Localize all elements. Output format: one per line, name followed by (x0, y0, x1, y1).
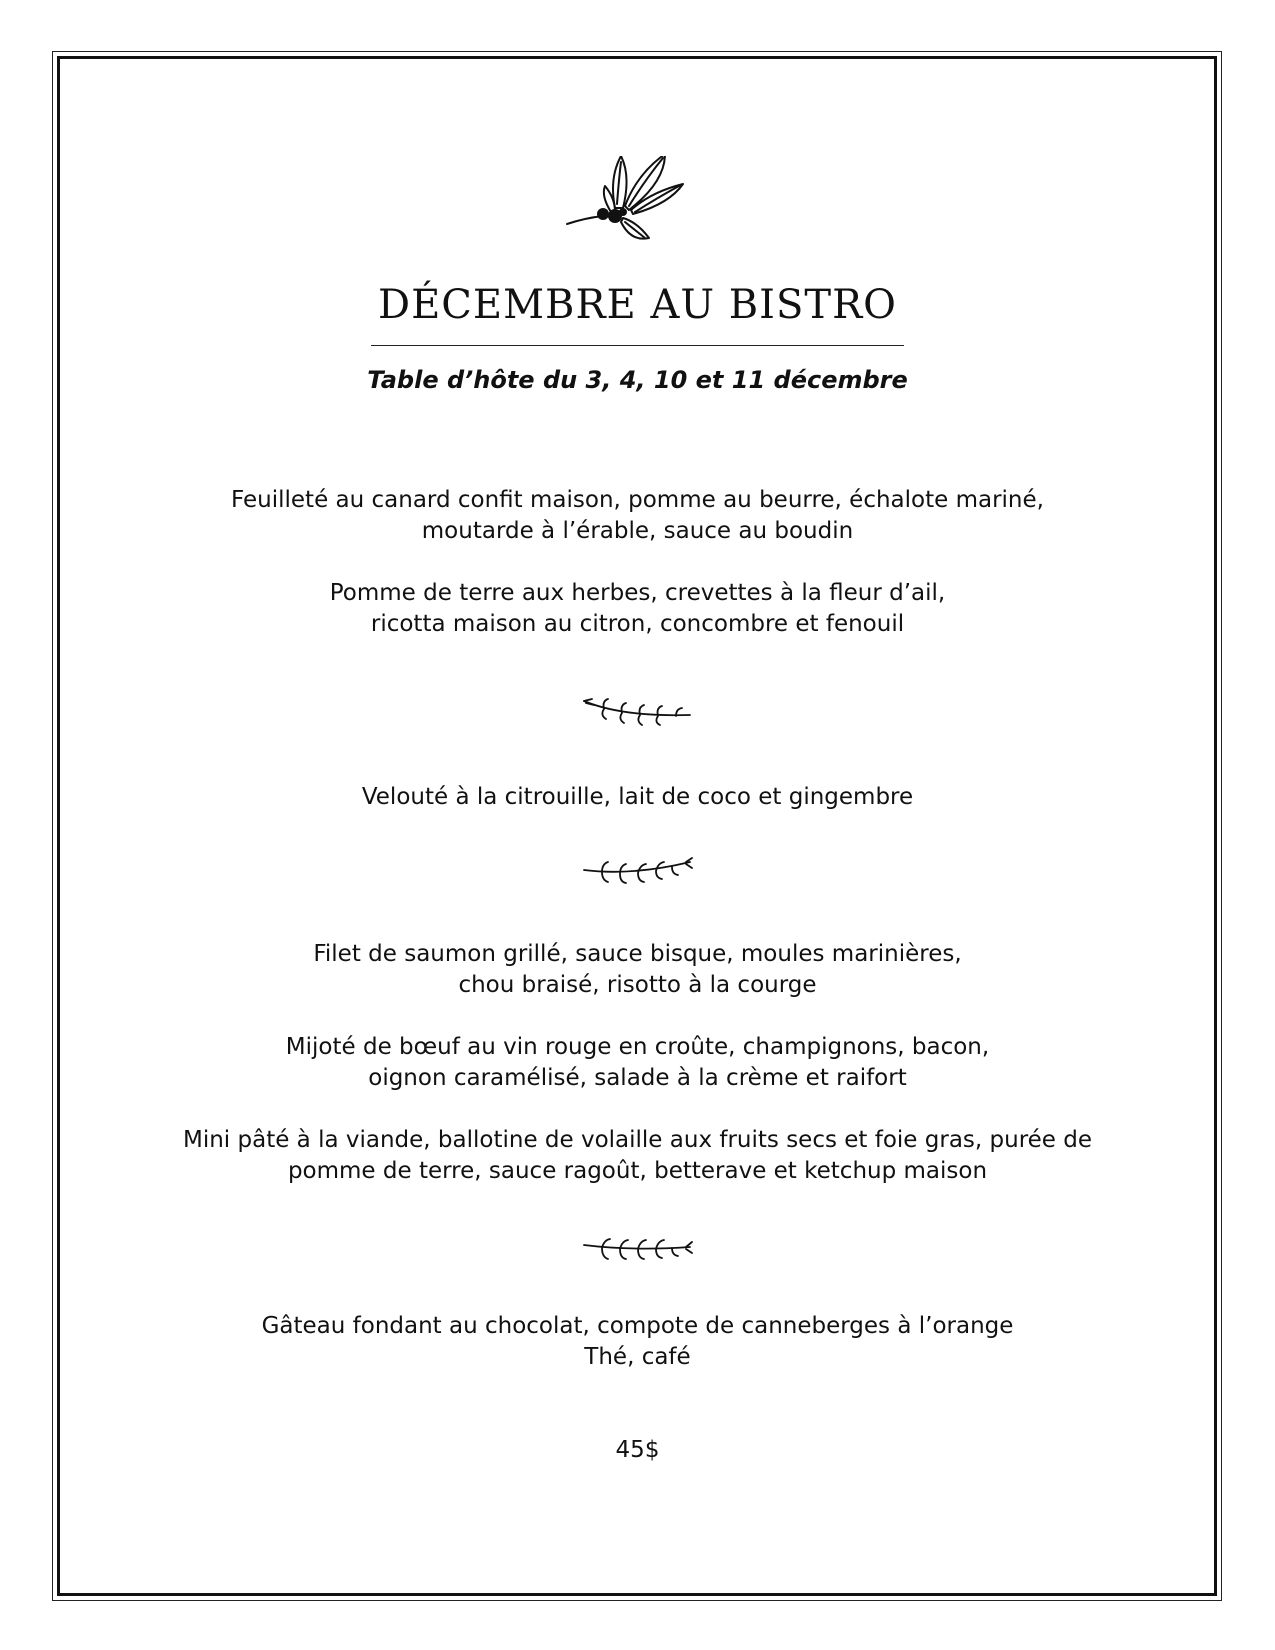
menu-item-main-3 (0, 1125, 1275, 1187)
menu-item-dessert (0, 1311, 1275, 1373)
laurel-branch-icon (582, 697, 694, 727)
menu-item-line: ricotta maison au citron, concombre et fenouil (370, 611, 905, 637)
menu-title: DÉCEMBRE AU BISTRO (378, 282, 897, 328)
menu-item-line: chou braisé, risotto à la courge (458, 972, 817, 998)
menu-item-main-1 (0, 939, 1275, 1001)
menu-item-line: moutarde à l’érable, sauce au boudin (421, 518, 854, 544)
laurel-branch-icon (582, 1237, 694, 1267)
menu-item-line: Pomme de terre aux herbes, crevettes à la fleur d’ail, (329, 580, 946, 606)
menu-item-soup (0, 782, 1275, 813)
title-underline (371, 345, 904, 346)
menu-item-line: Velouté à la citrouille, lait de coco et gingembre (361, 784, 914, 810)
menu-item-main-2 (0, 1032, 1275, 1094)
menu-item-line: oignon caramélisé, salade à la crème et raifort (368, 1065, 907, 1091)
menu-item-line: Feuilleté au canard confit maison, pomme au beurre, échalote mariné, (231, 487, 1044, 513)
menu-item-starter-2 (0, 578, 1275, 640)
menu-item-starter-1 (0, 485, 1275, 547)
laurel-branch-icon (582, 856, 694, 886)
menu-item-line: Filet de saumon grillé, sauce bisque, moules marinières, (313, 941, 962, 967)
menu-price: 45$ (615, 1437, 660, 1463)
menu-item-line: Gâteau fondant au chocolat, compote de canneberges à l’orange (261, 1313, 1014, 1339)
olive-sprig-icon (565, 156, 705, 256)
menu-subtitle: Table d’hôte du 3, 4, 10 et 11 décembre (367, 366, 908, 394)
menu-item-line: Thé, café (584, 1344, 691, 1370)
menu-item-line: Mini pâté à la viande, ballotine de volaille aux fruits secs et foie gras, purée de (182, 1127, 1093, 1153)
menu-item-line: Mijoté de bœuf au vin rouge en croûte, champignons, bacon, (285, 1034, 990, 1060)
menu-item-line: pomme de terre, sauce ragoût, betterave et ketchup maison (287, 1158, 988, 1184)
